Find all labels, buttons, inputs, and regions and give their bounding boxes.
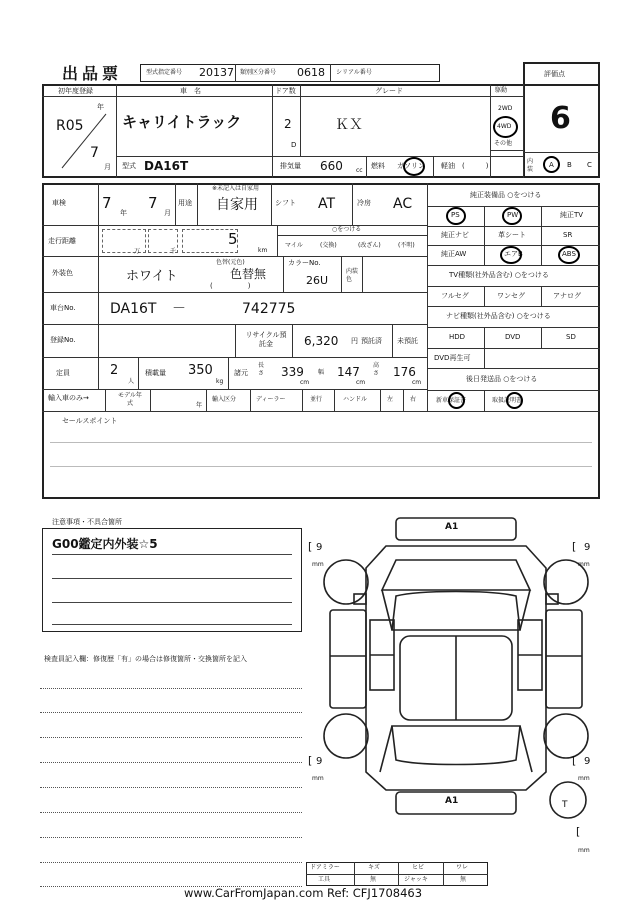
color-label: 外装色 — [52, 269, 73, 277]
tv-oneseg: ワンセグ — [497, 292, 525, 300]
mileage-man: 万 — [134, 248, 141, 255]
doors-label: ドア数 — [275, 87, 296, 95]
load-value: 350 — [188, 363, 213, 378]
length-value: 339 — [281, 365, 304, 379]
chassis-dash: － — [172, 301, 186, 317]
equip-abs: ABS — [562, 250, 576, 258]
inspection-month: 7 — [148, 194, 158, 212]
header-fields-box — [140, 64, 440, 82]
model-designation-label: 型式指定番号 — [146, 69, 183, 76]
handle-left: 左 — [387, 396, 394, 403]
legend-h-3: ワレ — [456, 864, 469, 871]
tv-title: TV種類(社外品含む) ○をつける — [449, 271, 549, 279]
tv-analog: アナログ — [553, 292, 581, 300]
import-dealer: ディーラー — [256, 396, 286, 403]
ac-label: 冷房 — [357, 199, 371, 207]
car-name-label: 車 名 — [180, 87, 201, 95]
legend-h-1: キズ — [368, 864, 380, 871]
import-only-label: 輸入車のみ→ — [48, 394, 89, 402]
displacement-unit: cc — [356, 167, 363, 174]
inspector-label: 検査員記入欄：修復歴「有」の場合は修復箇所・交換箇所を記入 — [44, 655, 247, 663]
equip-airbag-circle — [500, 246, 522, 264]
fuel-label: 燃料 — [371, 162, 385, 170]
height-label: 高さ — [373, 362, 380, 377]
fuel-paren: ( ) — [462, 162, 489, 170]
model-code-value: DA16T — [144, 159, 189, 173]
mile-label: マイル — [285, 242, 303, 249]
equipment-title: 純正装備品 ○をつける — [470, 191, 542, 199]
color-code-value: 26U — [306, 274, 329, 287]
unknown-label: (不明) — [398, 242, 415, 249]
fuel-gasoline: ガソリン — [397, 162, 425, 170]
color-value: ホワイト — [126, 269, 178, 284]
diagonal-slash — [58, 100, 110, 172]
equip-navi: 純正ナビ — [441, 231, 469, 239]
drive-other: その他 — [494, 140, 513, 147]
ac-value: AC — [393, 196, 413, 212]
navi-title: ナビ種類(社外品含む) ○をつける — [446, 312, 551, 320]
later-warranty: 新車保証書 — [436, 397, 467, 404]
later-warranty-circle — [448, 392, 465, 409]
height-value: 176 — [393, 365, 416, 379]
recycle-unit: 円 — [351, 337, 358, 345]
mileage-sen: 千 — [170, 248, 177, 255]
not-deposited-label: 未預託 — [397, 337, 418, 345]
interior-label: 内装 — [527, 158, 534, 173]
recycle-label: リサイクル預託金 — [245, 331, 287, 348]
grade-value: ＫＸ — [335, 117, 363, 133]
import-parallel: 並行 — [310, 396, 323, 403]
tread-fr-unit: mm — [578, 561, 590, 568]
legend-v-3: 無 — [460, 876, 467, 883]
notes-text: G00鑑定内外装☆5 — [52, 537, 158, 551]
fuel-diesel: 軽油 — [441, 162, 455, 170]
tread-spare-unit: mm — [578, 847, 590, 854]
tread-rr-value: 9 — [584, 756, 591, 767]
sales-line-2 — [50, 466, 592, 467]
interior-c: C — [587, 161, 592, 169]
shift-value: AT — [318, 196, 336, 212]
equip-aw: 純正AW — [441, 250, 467, 258]
recycle-value: 6,320 — [304, 334, 339, 348]
inspection-use-label: 用途 — [178, 199, 192, 207]
tv-fullseg: フルセグ — [441, 292, 469, 300]
repaint-label: 色替(元色) — [216, 259, 245, 266]
grade-label: グレード — [375, 87, 403, 95]
equip-airbag: エアB — [504, 250, 523, 258]
equip-pw-circle — [502, 207, 522, 225]
mileage-circle-note: ○をつける — [332, 226, 362, 233]
inspection-label: 車検 — [52, 199, 66, 207]
drive-4wd: 4WD — [497, 123, 512, 130]
door-suffix: D — [291, 141, 297, 149]
legend-h-2: ヒビ — [412, 864, 425, 871]
tamper-label: (改ざん) — [358, 242, 381, 249]
legend-h-0: ドアミラー — [310, 864, 340, 871]
tread-rl-open: [ — [308, 754, 313, 767]
serial-label: シリアル番号 — [336, 69, 372, 76]
shift-label: シフト — [275, 199, 296, 207]
inspection-year-unit: 年 — [120, 209, 127, 217]
handle-right: 右 — [410, 396, 417, 403]
import-category-label: 輸入区分 — [212, 396, 237, 403]
tread-rr-unit: mm — [578, 775, 590, 782]
legend-v-1: 無 — [370, 876, 377, 883]
inspection-year: 7 — [102, 194, 112, 212]
use-note: ※未記入は自家用 — [212, 185, 260, 192]
model-code-label: 型式 — [122, 162, 136, 170]
interior-a: A — [549, 161, 554, 169]
capacity-unit: 人 — [128, 378, 135, 385]
legend-v-0: 工具 — [318, 876, 331, 883]
inspection-month-unit: 月 — [164, 209, 171, 217]
tread-rl-value: 9 — [316, 756, 323, 767]
length-label: 長さ — [258, 362, 265, 377]
reg-month-value: 7 — [90, 145, 99, 161]
form-title: 出品票 — [62, 64, 123, 83]
front-label: A1 — [442, 523, 461, 532]
interior-color-label: 内装色 — [346, 268, 359, 283]
notes-label: 注意事項・不具合箇所 — [52, 518, 122, 526]
model-designation-value: 20137 — [199, 66, 234, 79]
drive-label: 駆動 — [495, 87, 508, 94]
width-unit: cm — [356, 379, 366, 386]
later-title: 後日発送品 ○をつける — [466, 375, 538, 383]
load-label: 積載量 — [145, 369, 166, 377]
tread-spare-open: [ — [576, 825, 581, 838]
score-label: 評価点 — [544, 70, 565, 78]
drive-4wd-circle — [493, 116, 518, 138]
repaint-paren: ( ) — [210, 282, 251, 290]
later-manual-circle — [506, 392, 523, 409]
color-code-label: カラーNo. — [288, 259, 321, 267]
tread-fl-unit: mm — [312, 561, 324, 568]
tread-fr-open: [ — [572, 540, 577, 553]
width-label: 幅 — [318, 369, 325, 376]
capacity-value: 2 — [110, 363, 119, 378]
legend-v-2: ジャッキ — [404, 876, 428, 883]
swap-label: (交換) — [320, 242, 337, 249]
mileage-label: 走行距離 — [48, 237, 76, 245]
fuel-gasoline-circle — [403, 157, 425, 176]
car-damage-diagram — [300, 510, 620, 870]
length-unit: cm — [300, 379, 310, 386]
sales-point-label: セールスポイント — [62, 417, 118, 425]
year-unit: 年 — [97, 103, 104, 111]
later-manual: 取扱説明書 — [492, 397, 523, 404]
registration-label: 登録No. — [50, 336, 76, 344]
rear-label: A1 — [442, 797, 461, 806]
footer-ref: www.CarFromJapan.com Ref: CFJ1708463 — [184, 886, 423, 900]
capacity-label: 定員 — [56, 369, 70, 377]
tread-fl-open: [ — [308, 540, 313, 553]
tread-fl-value: 9 — [316, 542, 323, 553]
tread-rr-open: [ — [572, 754, 577, 767]
category-label: 類別区分番号 — [240, 69, 277, 76]
mileage-value: 5 — [228, 230, 238, 248]
model-year-label: モデル年式 — [118, 392, 142, 407]
equip-leather: 革シート — [498, 231, 526, 239]
chassis-number: 742775 — [242, 301, 296, 317]
equip-pw: PW — [507, 211, 519, 219]
equip-ps-circle — [446, 207, 466, 225]
spare-tire-label: T — [562, 800, 568, 810]
equip-tv: 純正TV — [560, 211, 584, 219]
first-reg-label: 初年度登録 — [58, 87, 93, 95]
navi-dvd-play: DVD再生可 — [434, 354, 471, 362]
tread-rl-unit: mm — [312, 775, 324, 782]
interior-b: B — [567, 161, 572, 169]
tread-fr-value: 9 — [584, 542, 591, 553]
repaint-value: 色替無 — [230, 267, 267, 281]
width-value: 147 — [337, 365, 360, 379]
deposited-label: 預託済 — [361, 337, 382, 345]
era-value: R05 — [56, 118, 84, 134]
equip-ps: PS — [451, 211, 460, 219]
use-value: 自家用 — [216, 197, 258, 213]
equip-sr: SR — [563, 231, 573, 239]
chassis-label: 車台No. — [50, 304, 76, 312]
navi-hdd: HDD — [449, 333, 466, 341]
chassis-prefix: DA16T — [110, 301, 157, 317]
navi-dvd: DVD — [505, 333, 521, 341]
category-value: 0618 — [297, 66, 325, 79]
navi-sd: SD — [566, 333, 576, 341]
doors-value: 2 — [284, 117, 292, 131]
dims-label: 諸元 — [234, 369, 248, 377]
displacement-value: 660 — [320, 159, 343, 173]
sales-line-1 — [50, 442, 592, 443]
car-name-value: キャリイトラック — [122, 113, 242, 131]
displacement-label: 排気量 — [280, 162, 301, 170]
drive-2wd: 2WD — [498, 105, 513, 112]
model-year-suffix: 年 — [196, 402, 203, 409]
score-value: 6 — [550, 101, 571, 136]
load-unit: kg — [216, 378, 224, 385]
interior-a-circle — [543, 156, 560, 173]
month-unit: 月 — [104, 163, 111, 171]
equip-abs-circle — [558, 246, 580, 264]
handle-label: ハンドル — [343, 396, 368, 403]
height-unit: cm — [412, 379, 422, 386]
mileage-unit: km — [258, 247, 268, 254]
